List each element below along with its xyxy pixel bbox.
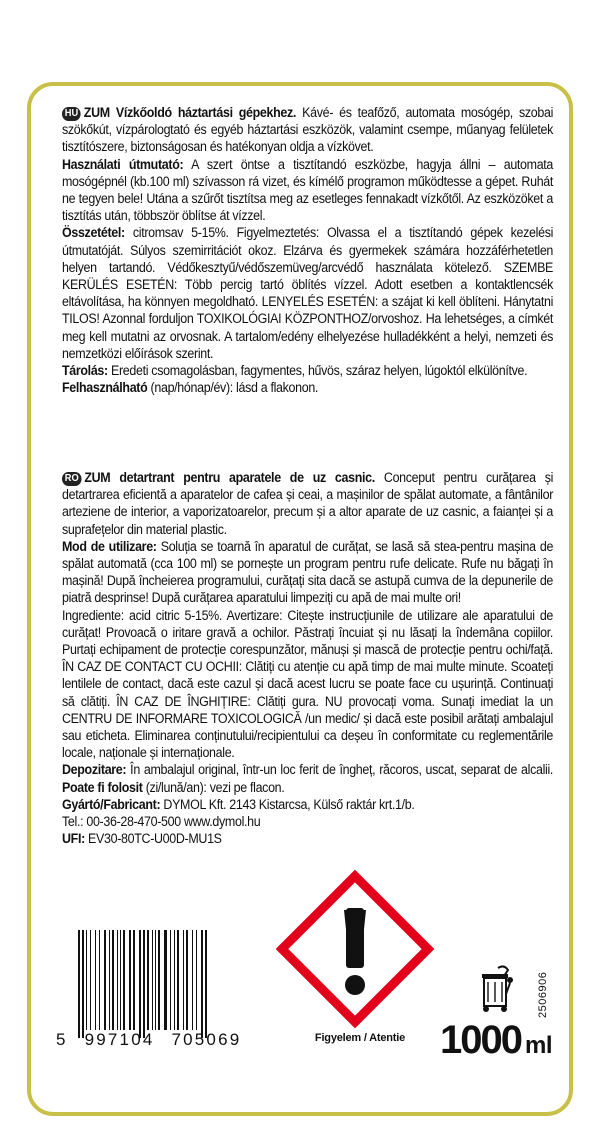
ro-paragraph-storage (62, 761, 553, 795)
barcode-bar (170, 930, 171, 1030)
manufacturer-line (62, 796, 553, 813)
barcode-bar (117, 930, 118, 1030)
hazard-caption: Figyelem / Atentie (314, 1032, 406, 1044)
barcode-bar (104, 930, 106, 1030)
ro-paragraph-usage (62, 538, 553, 607)
barcode-bar (192, 930, 193, 1030)
barcode-bar (82, 930, 84, 1038)
barcode-bar (129, 930, 131, 1030)
product-code: 2506906 (537, 971, 549, 1018)
hu-paragraph-intro (62, 104, 553, 156)
volume-unit: ml (524, 1032, 552, 1059)
barcode-bar (158, 930, 160, 1030)
volume-amount: 1000 (440, 1018, 521, 1062)
barcode-bar (196, 930, 197, 1030)
hu-usable-label: Felhasználható (62, 380, 148, 396)
ro-usage-label: Mod de utilizare: (62, 538, 157, 554)
barcode (70, 930, 270, 1040)
barcode-bar (123, 930, 125, 1030)
barcode-bar (99, 930, 100, 1030)
barcode-bar (183, 930, 184, 1030)
barcode-bar (120, 930, 121, 1030)
barcode-bar (139, 930, 141, 1038)
ro-storage-text: În ambalajul original, într-un loc ferit de îngheț, răcoros, uscat, separat de alcalii. (130, 762, 554, 778)
ufi-label: UFI: (62, 831, 85, 847)
hu-language-badge: HU (62, 107, 81, 121)
barcode-bar (201, 930, 203, 1038)
crossed-out-wheelie-bin-icon (476, 964, 516, 1014)
barcode-group-2: 705069 (171, 1030, 242, 1049)
barcode-bar (164, 930, 167, 1030)
barcode-group-1: 997104 (84, 1030, 155, 1049)
volume (440, 1018, 552, 1063)
hu-composition-label: Összetétel: (62, 225, 125, 241)
hu-composition-text: citromsav 5-15%. Figyelmeztetés: Olvassa el a tisztítandó gépek kezelési útmutatóját. Súlyos szemirritációt okoz. Elzárva és gyermekek számára hozzáférhetetlen helyen tartandó. Védőkesztyű/védőszemüveg/arcvédő használata kötelező. SZEMBE KERÜLÉS ESETÉN: Több percig tartó öblítés vízzel. Adott esetben a kontaktlencsék eltávolítása, ha könnyen megoldható. LENYELÉS ESETÉN: a szájat ki kell öblíteni. Hánytatni TILOS! Azonnal forduljon TOXIKOLÓGIAI KÖZPONTHOZ/orvoshoz. Ha lehetséges, a címkét meg kell mutatni az orvosnak. A tartalom/edény elhelyezése hulladékként a helyi, nemzeti és nemzetközi előírások szerint. (62, 225, 554, 361)
ro-paragraph-intro (62, 469, 553, 538)
barcode-bar (186, 930, 188, 1030)
barcode-digits (56, 1030, 286, 1050)
ufi-code: EV30-80TC-U00D-MU1S (88, 831, 222, 847)
barcode-bar (174, 930, 175, 1030)
ro-intro: Conceput pentru curățarea și detartrarea eficientă a aparatelor de cafea și ceai, a mașinilor de spălat automate, a fântânilor arteziene de interior, a vaporizatoarelor, precum și a altor aparate de uz casnic, a faianței și a suprafețelor din material plastic. (62, 470, 554, 537)
barcode-bar (112, 930, 114, 1030)
ro-usable-label: Poate fi folosit (62, 779, 143, 795)
barcode-bar (109, 930, 110, 1030)
barcode-bar (143, 930, 145, 1038)
barcode-bar (90, 930, 91, 1030)
hu-usage-text: A szert öntse a tisztítandó eszközbe, hagyja állni – automata mosógépnél (kb.100 ml) szívasson rá vizet, és kímélő programon működtesse a gépet. Ruhát ne tegyen bele! Utána a szűrőt tisztítsa meg az esetleges fennakadt vízkőtől. Az eszközöket a tisztítás után, többször öblítse át vízzel. (62, 156, 554, 224)
hu-paragraph-usage (62, 156, 553, 225)
ro-language-badge: RO (62, 472, 82, 486)
hu-paragraph-storage (62, 362, 553, 379)
contact-line: Tel.: 00-36-28-470-500 www.dymol.hu (62, 814, 261, 830)
hu-intro: Kávé- és teafőző, automata mosógép, szobai szökőkút, vízpárologtató és egyéb háztartási eszközök, valamint csempe, műanyag felületek tisztítószere, biztonságosan és hatékonyan oldja a vízkövet. (62, 105, 554, 155)
barcode-bar (133, 930, 135, 1030)
ufi-line (62, 830, 553, 847)
manufacturer-label: Gyártó/Fabricant: (62, 796, 161, 812)
ro-storage-label: Depozitare: (62, 762, 127, 778)
barcode-bar (147, 930, 149, 1030)
barcode-bar (78, 930, 80, 1038)
romanian-section (62, 469, 553, 847)
barcode-lead-digit: 5 (56, 1030, 68, 1049)
hu-title: ZUM Vízkőoldó háztartási gépekhez. (83, 105, 297, 120)
manufacturer-text: DYMOL Kft. 2143 Kistarcsa, Külső raktár krt.1/b. (163, 796, 415, 812)
exclamation-mark-icon (276, 870, 434, 1028)
ro-ingredients-text: Ingrediente: acid citric 5-15%. Avertizare: Citește instrucțiunile de utilizare ale aparatului de curățat! Provoacă o iritare gravă a ochilor. Păstrați încuiat și nu lăsați la îndemâna copiilor. Purtați echipament de protecție corespunzător, mănuși și mască de protecție pentru ochi/față. ÎN CAZ DE CONTACT CU OCHII: Clătiți cu atenție cu apă timp de mai multe minute. Scoateți lentilele de contact, dacă este cazul și dacă acest lucru se poate face cu ușurință. Continuați să clătiți. ÎN CAZ DE ÎNGHIȚIRE: Clătiți gura. NU provocați voma. Sunați imediat la un CENTRU DE INFORMARE TOXICOLOGICĂ /un medic/ și dacă este posibil arătați ambalajul sau eticheta. Eliminarea conținutului/recipientului ca deșeu în conformitate cu reglementările locale, naționale și internaționale. (62, 607, 554, 761)
barcode-bar (86, 930, 87, 1030)
barcode-bar (205, 930, 207, 1038)
hu-storage-label: Tárolás: (62, 363, 108, 379)
hu-storage-text: Eredeti csomagolásban, fagymentes, hűvös, száraz helyen, lúgoktól elkülönítve. (110, 363, 528, 379)
barcode-bars (78, 930, 207, 1038)
ro-usage-text: Soluția se toarnă în aparatul de curățat, se lasă să stea-pentru mașina de spălat automată (cca 100 ml) se pornește un program pentru rufe delicate. Rufe nu băgați în mașină! După încheierea programului, curățați sita dacă se astupă cumva de la depunerile de piatră desprinse! După curățarea aparatului limpeziți cu apă de mai multe ori! (62, 538, 554, 606)
ro-title: ZUM detartrant pentru aparatele de uz casnic. (84, 470, 375, 485)
hu-paragraph-usable (62, 379, 553, 396)
hungarian-section (62, 104, 553, 396)
hu-usage-label: Használati útmutató: (62, 156, 184, 172)
hu-paragraph-composition (62, 224, 553, 362)
ro-paragraph-ingredients (62, 607, 553, 762)
ro-usable-text: (zi/lună/an): vezi pe flacon. (145, 779, 285, 795)
barcode-bar (155, 930, 156, 1030)
barcode-bar (177, 930, 179, 1030)
barcode-bar (152, 930, 153, 1030)
hu-usable-text: (nap/hónap/év): lásd a flakonon. (150, 380, 319, 396)
barcode-bar (95, 930, 96, 1030)
